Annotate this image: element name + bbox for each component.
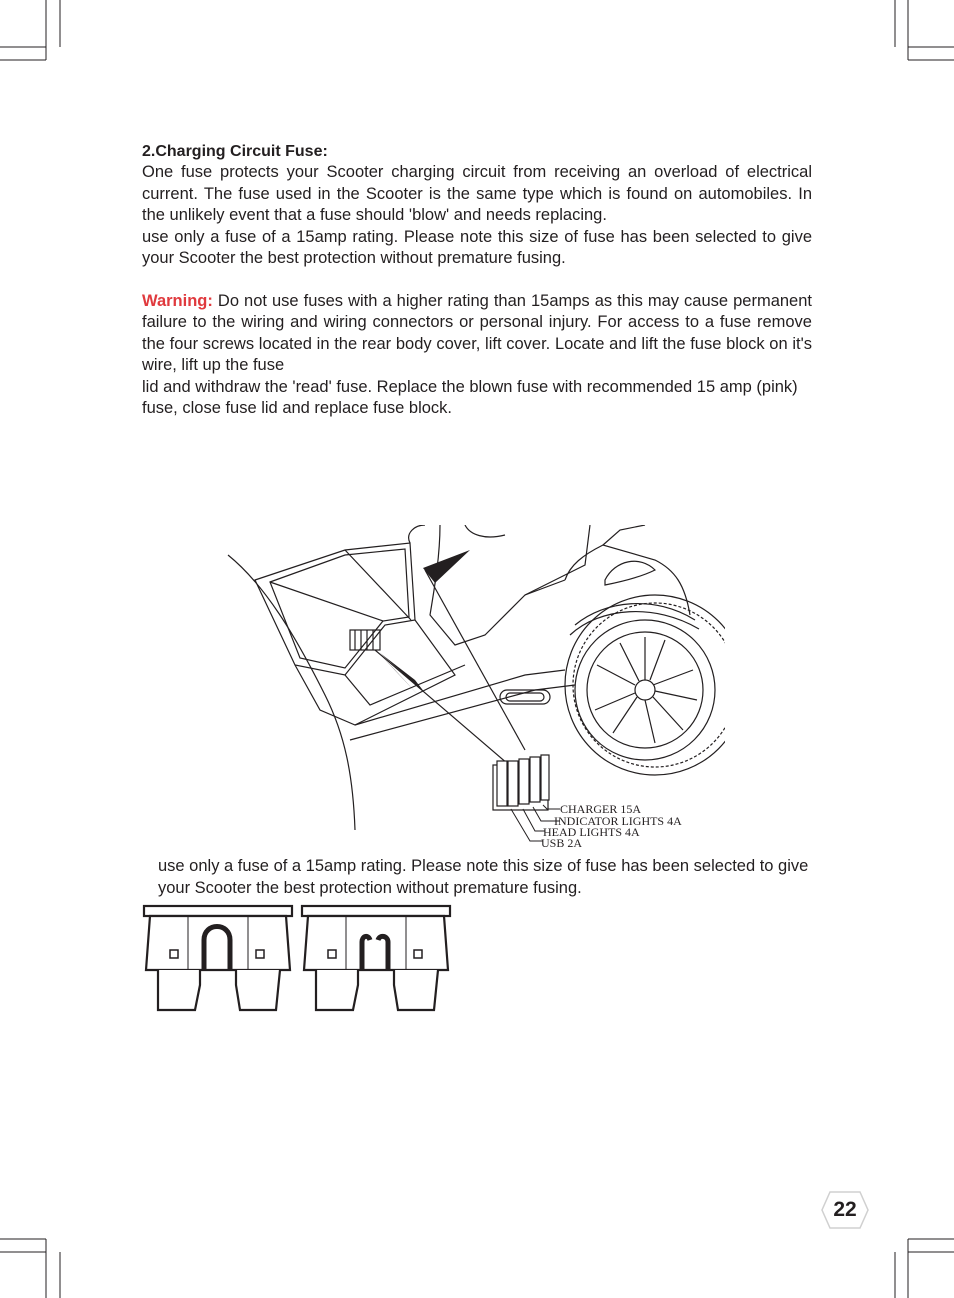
fuse-comparison-illustration [140, 900, 460, 1025]
paragraph-intro: One fuse protects your Scooter charging circuit from receiving an overload of electrical current. The fuse used in the Scooter is the same type which is found on automobiles. In the unlikely event that a fuse should 'blow' and needs replacing. [142, 163, 812, 224]
warning-label: Warning: [142, 291, 213, 310]
fuse-label-indicator: INDICATOR LIGHTS 4A [554, 814, 682, 828]
warning-text: Do not use fuses with a higher rating than 15amps as this may cause permanent failure to the wiring and wiring connectors or personal injury. For access to a fuse remove the four screws located in the rear body cover, lift cover. Locate and lift the fuse block on it's wire, lift up the fuse [142, 291, 812, 374]
paragraph-rating: use only a fuse of a 15amp rating. Please note this size of fuse has been selected to give your Scooter the best protection without premature fusing. [142, 227, 812, 267]
fuse-label-charger: CHARGER 15A [560, 802, 642, 816]
charging-circuit-fuse-section [142, 141, 812, 420]
fuse-label-usb: USB 2A [541, 836, 583, 850]
scooter-fuse-diagram [225, 525, 725, 855]
fuse-caption: use only a fuse of a 15amp rating. Please note this size of fuse has been selected to give your Scooter the best protection without premature fusing. [158, 857, 809, 897]
paragraph-replace: lid and withdraw the 'read' fuse. Replace the blown fuse with recommended 15 amp (pink) fuse, close fuse lid and replace fuse block. [142, 377, 798, 417]
section-heading: 2.Charging Circuit Fuse: [142, 143, 328, 160]
blown-fuse-icon [302, 906, 450, 1010]
page-number: 22 [833, 1198, 857, 1221]
page-number-badge [820, 1190, 870, 1230]
good-fuse-icon [144, 906, 292, 1010]
warning-paragraph [142, 291, 812, 377]
fuse-label-headlights: HEAD LIGHTS 4A [543, 825, 640, 839]
